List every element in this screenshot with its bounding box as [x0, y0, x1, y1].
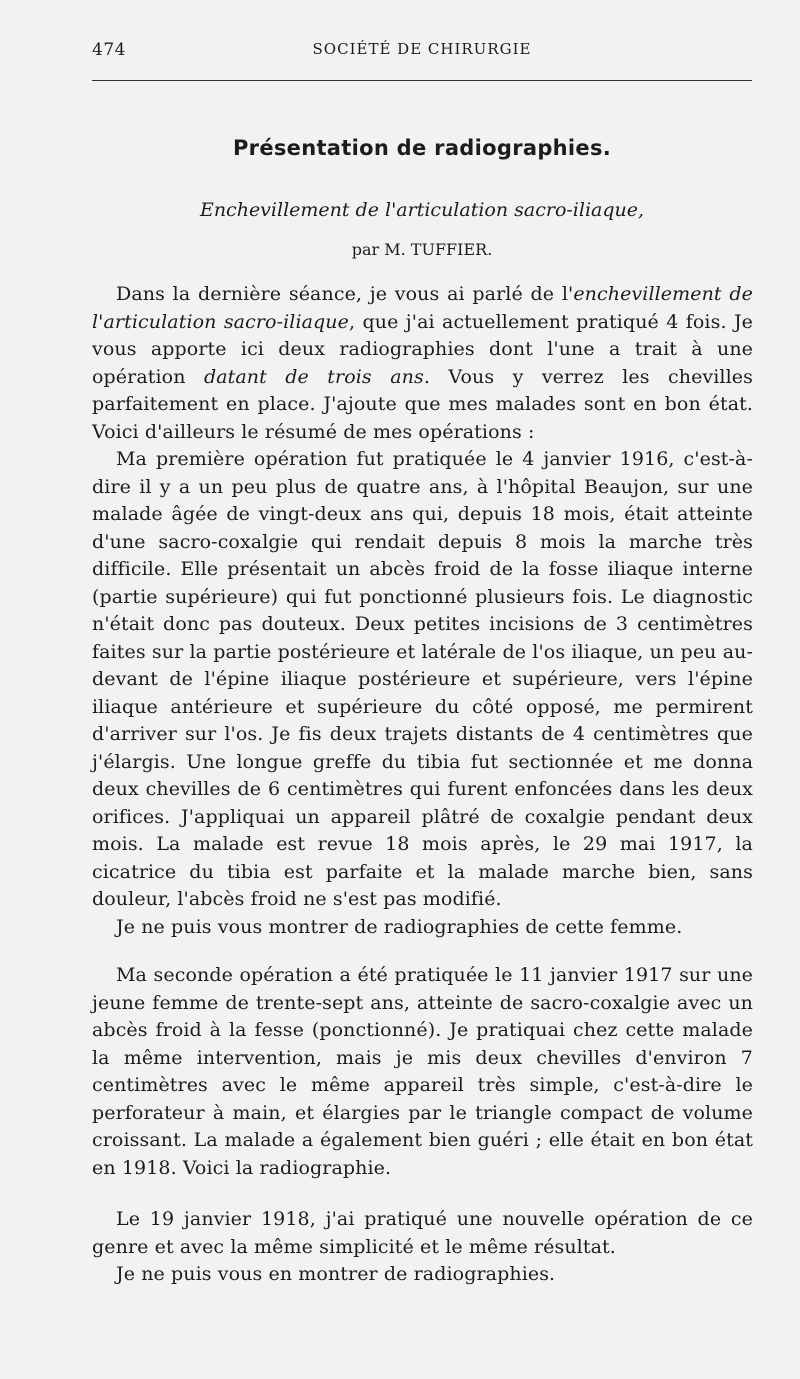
paragraph-5: Le 19 janvier 1918, j'ai pratiqué une nouvelle opération de ce genre et avec la même simplicité et le même résultat.: [92, 1208, 753, 1258]
article-subtitle: Enchevillement de l'articulation sacro-iliaque,: [199, 199, 645, 221]
paragraph-4: Ma seconde opération a été pratiquée le 11 janvier 1917 sur une jeune femme de trente-sept ans, atteinte de sacro-coxalgie avec un abcès froid à la fesse (ponctionné). Je pratiquai chez cette malade la même intervention, mais je mis deux chevilles d'environ 7 centimètres avec le même appareil très simple, c'est-à-dire le perforateur à main, et élargies par le triangle compact de volume croissant. La malade a également bien guéri ; elle était en bon état en 1918. Voici la radiographie.: [92, 964, 753, 1179]
running-head: [92, 40, 752, 66]
article-title: Présentation de radiographies.: [232, 136, 612, 160]
paragraph-1-text-e: . Vous y verrez les chevilles parfaitement en place. J'ajoute que mes malades sont en bon état. Voici d'ailleurs le résumé de mes opérations :: [92, 365, 753, 443]
paragraph-1-italic-b: enchevillement de l'articulation sacro-iliaque: [92, 283, 753, 333]
header-rule: [92, 80, 752, 81]
paragraph-6: Je ne puis vous en montrer de radiographies.: [116, 1263, 556, 1285]
paragraph-1-italic-d: datant de trois ans: [203, 365, 424, 388]
body-text-block-2: [92, 962, 753, 1182]
running-title: SOCIÉTÉ DE CHIRURGIE: [312, 40, 532, 58]
paragraph-1: [92, 281, 753, 446]
paragraph-3: Je ne puis vous montrer de radiographies de cette femme.: [116, 915, 683, 938]
body-text-block-1: [92, 281, 753, 941]
paragraph-2: Ma première opération fut pratiquée le 4 janvier 1916, c'est-à-dire il y a un peu plus de quatre ans, à l'hôpital Beaujon, sur une malade âgée de vingt-deux ans qui, depuis 18 mois, était atteinte d'une sacro-coxalgie qui rendait depuis 8 mois la marche très difficile. Elle présentait un abcès froid de la fosse iliaque interne (partie supérieure) qui fut ponctionné plusieurs fois. Le diagnostic n'était donc pas douteux. Deux petites incisions de 3 centimètres faites sur la partie postérieure et latérale de l'os iliaque, un peu au-devant de l'épine iliaque postérieure et supérieure, vers l'épine iliaque antérieure et supérieure du côté opposé, me permirent d'arriver sur l'os. Je fis deux trajets distants de 4 centimètres que j'élargis. Une longue greffe du tibia fut sectionnée et me donna deux chevilles de 6 centimètres qui furent enfoncées dans les deux orifices. J'appliquai un appareil plâtré de coxalgie pendant deux mois. La malade est revue 18 mois après, le 29 mai 1917, la cicatrice du tibia est parfaite et la malade marche bien, sans douleur, l'abcès froid ne s'est pas modifié.: [92, 448, 753, 910]
page-number: 474: [92, 40, 126, 60]
paragraph-1-text-c: , que j'ai actuellement pratiqué 4 fois. Je vous apporte ici deux radiographies dont l'une a trait à une opération: [92, 310, 754, 388]
paragraph-1-text-a: Dans la dernière séance, je vous ai parlé de l': [116, 283, 574, 305]
body-text-block-3: [92, 1206, 753, 1289]
article-byline: par M. TUFFIER.: [351, 240, 493, 259]
